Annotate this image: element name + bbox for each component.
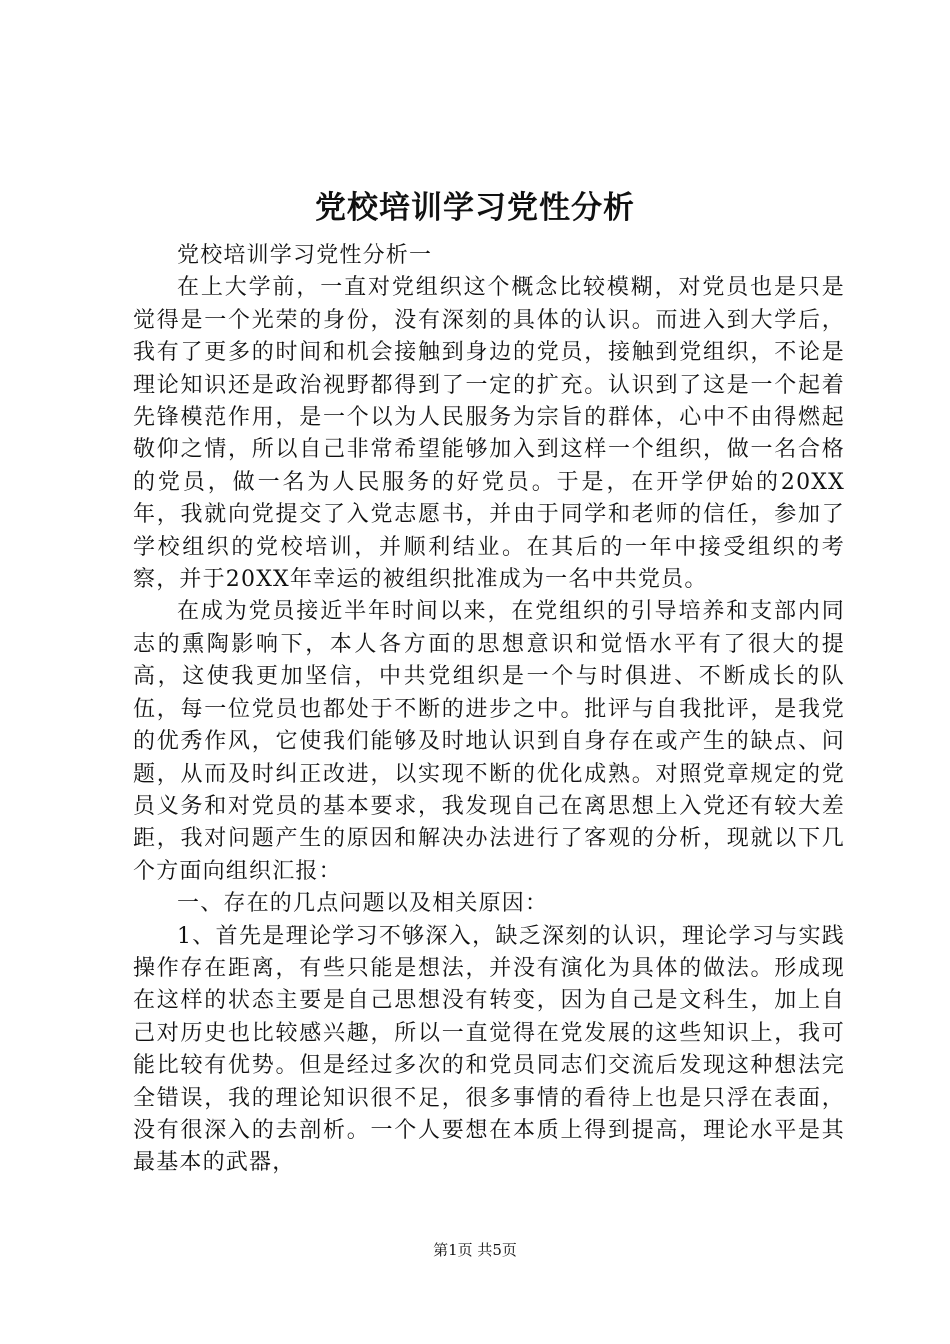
page-footer: 第1页 共5页 bbox=[433, 1241, 517, 1259]
body-paragraph: 在成为党员接近半年时间以来，在党组织的引导培养和支部内同志的熏陶影响下，本人各方面的思想意识和觉悟水平有了很大的提高，这使我更加坚信，中共党组织是一个与时俱进、不断成长的队伍，每一位党员也都处于不断的进步之中。批评与自我批评，是我党的优秀作风，它使我们能够及时地认识到自身存在或产生的缺点、问题，从而及时纠正改进，以实现不断的优化成熟。对照党章规定的党员义务和对党员的基本要求，我发现自己在离思想上入党还有较大差距，我对问题产生的原因和解决办法进行了客观的分析，现就以下几个方面向组织汇报： bbox=[133, 599, 845, 884]
section-heading: 一、存在的几点问题以及相关原因： bbox=[177, 891, 549, 917]
document-title: 党校培训学习党性分析 bbox=[315, 190, 635, 226]
document-body bbox=[133, 240, 845, 1180]
body-paragraph: 1、首先是理论学习不够深入，缺乏深刻的认识，理论学习与实践操作存在距离，有些只能是想法，并没有演化为具体的做法。形成现在这样的状态主要是自己思想没有转变，因为自己是文科生，加上自己对历史也比较感兴趣，所以一直觉得在党发展的这些知识上，我可能比较有优势。但是经过多次的和党员同志们交流后发现这种想法完全错误，我的理论知识很不足，很多事情的看待上也是只浮在表面，没有很深入的去剖析。一个人要想在本质上得到提高，理论水平是其最基本的武器， bbox=[133, 923, 845, 1176]
body-paragraph: 在上大学前，一直对党组织这个概念比较模糊，对党员也是只是觉得是一个光荣的身份，没有深刻的具体的认识。而进入到大学后，我有了更多的时间和机会接触到身边的党员，接触到党组织，不论是理论知识还是政治视野都得到了一定的扩充。认识到了这是一个起着先锋模范作用，是一个以为人民服务为宗旨的群体，心中不由得燃起敬仰之情，所以自己非常希望能够加入到这样一个组织，做一名合格的党员，做一名为人民服务的好党员。于是，在开学伊始的20XX年，我就向党提交了入党志愿书，并由于同学和老师的信任，参加了学校组织的党校培训，并顺利结业。在其后的一年中接受组织的考察，并于20XX年幸运的被组织批准成为一名中共党员。 bbox=[133, 275, 845, 593]
section-heading: 党校培训学习党性分析一 bbox=[177, 243, 433, 268]
